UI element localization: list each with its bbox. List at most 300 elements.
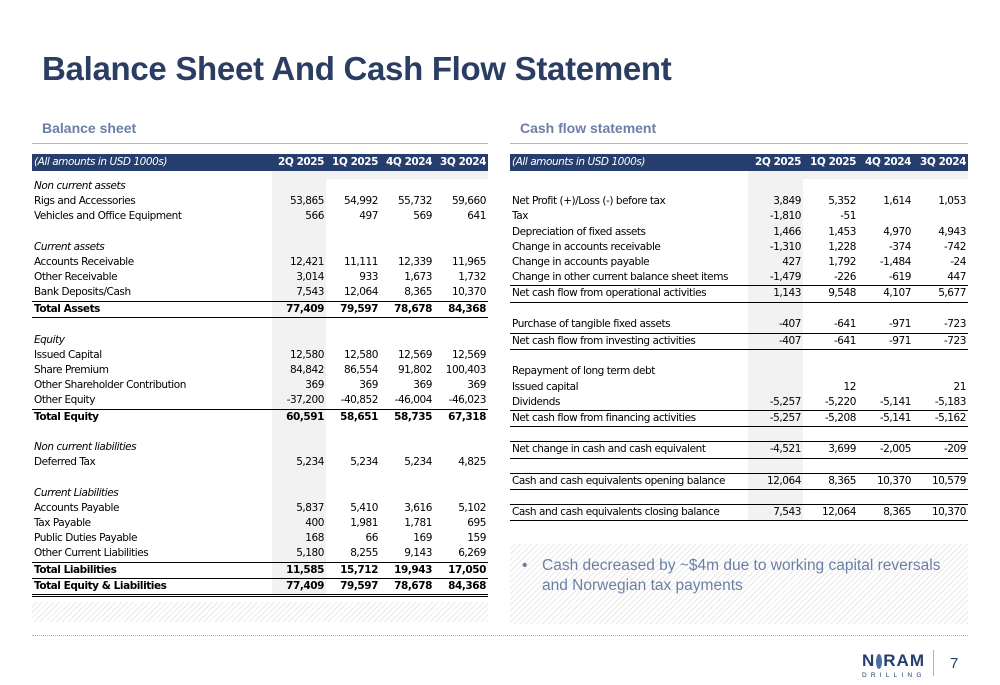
table-header-col: 2Q 2025 [748,154,803,171]
spacer-cell [326,171,380,179]
table-row [510,255,968,270]
value-cell: -5,183 [934,395,966,408]
value-cell: 79,597 [326,301,380,317]
value-cell: -971 [888,318,911,331]
row-label [32,470,272,485]
value-cell: 1,143 [748,286,803,302]
value-cell [434,317,488,332]
value-cell [748,302,803,317]
value-cell [748,349,803,364]
value-cell: 1,053 [938,195,966,208]
logo-letters: RAM [883,651,925,670]
table-row [32,578,488,595]
row-label: Other Equity [34,394,95,407]
value-cell: 78,678 [380,578,434,595]
page-title: Balance Sheet And Cash Flow Statement [42,50,672,87]
value-cell: 12,064 [343,286,378,299]
value-cell [380,333,434,348]
row-label: Accounts Receivable [34,256,134,268]
table-row [510,458,968,473]
value-cell: 84,368 [434,578,488,595]
value-cell [434,225,488,240]
row-label: Dividends [512,395,560,408]
value-cell: 3,849 [748,194,803,209]
value-cell: 67,318 [434,409,488,425]
value-cell [272,317,326,332]
row-label: Public Duties Payable [34,532,137,545]
table-header-label: (All amounts in USD 1000s) [32,154,272,171]
value-cell [434,470,488,485]
row-label [510,458,748,473]
table-header-label: (All amounts in USD 1000s) [510,154,748,171]
value-cell: -1,479 [748,270,803,286]
value-cell: 11,965 [451,256,486,268]
table-row [510,286,968,302]
value-cell: 168 [272,531,326,546]
cash-flow-title: Cash flow statement [520,120,657,136]
value-cell [858,427,913,442]
value-cell [380,179,434,194]
value-cell: 10,370 [858,473,913,489]
table-row [510,171,968,179]
value-cell: -51 [840,210,856,223]
row-label: Tax [512,210,528,223]
value-cell: 78,678 [380,301,434,317]
value-cell: 695 [467,516,486,529]
row-label [510,489,748,504]
value-cell: -5,257 [748,395,803,411]
value-cell [858,364,913,379]
table-row [32,179,488,194]
value-cell [858,489,913,504]
commentary-bullet [522,556,962,596]
value-cell: 1,228 [828,240,856,253]
value-cell: 8,365 [858,505,913,521]
value-cell: 1,466 [748,225,803,240]
value-cell: 12,064 [748,473,803,489]
value-cell: -742 [943,240,966,253]
value-cell [803,179,858,194]
value-cell [380,440,434,455]
value-cell: 1,614 [883,195,911,208]
table-row [510,411,968,427]
row-label: Other Current Liabilities [34,547,149,560]
table-header-col: 2Q 2025 [272,154,326,171]
value-cell: 7,543 [748,505,803,521]
value-cell: 12,569 [397,348,432,361]
table-row [510,427,968,442]
value-cell: 5,837 [272,501,326,516]
value-cell: 17,050 [434,562,488,578]
spacer-cell [434,171,488,179]
table-row [510,270,968,286]
table-header-col: 1Q 2025 [803,154,858,171]
value-cell: 5,410 [350,501,378,514]
value-cell: 10,370 [913,505,968,521]
value-cell: -46,004 [394,394,432,407]
value-cell: -407 [748,333,803,349]
value-cell: 1,792 [828,256,856,268]
row-label [510,179,748,194]
row-label: Change in accounts receivable [512,240,661,253]
value-cell [858,380,913,395]
value-cell: -5,220 [824,395,856,408]
value-cell: -2,005 [858,442,913,458]
table-row [510,489,968,504]
value-cell: 1,981 [350,516,378,529]
value-cell [380,317,434,332]
table-row [32,425,488,440]
value-cell: -4,521 [748,442,803,458]
value-cell: -5,208 [803,411,858,427]
value-cell: -5,162 [913,411,968,427]
value-cell: 11,111 [343,256,378,268]
value-cell [326,333,380,348]
table-row [32,486,488,501]
table-header-row [510,154,968,171]
value-cell [858,209,913,224]
value-cell: 4,970 [883,225,911,238]
value-cell: -641 [803,333,858,349]
value-cell: 9,548 [803,286,858,302]
value-cell: -5,141 [858,411,913,427]
value-cell: 569 [413,210,432,223]
value-cell [380,470,434,485]
noram-drilling-logo [862,651,924,679]
value-cell [858,302,913,317]
row-label [510,427,748,442]
value-cell: -723 [913,333,968,349]
value-cell [913,458,968,473]
value-cell: -5,257 [748,411,803,427]
value-cell [434,333,488,348]
value-cell: 3,014 [272,270,326,285]
page-number: 7 [950,655,959,672]
cash-flow-rule [510,143,968,144]
value-cell [434,440,488,455]
value-cell: -1,484 [879,256,911,268]
value-cell: -619 [888,271,911,284]
row-label: Depreciation of fixed assets [512,225,646,238]
value-cell: 447 [947,271,966,284]
row-label: Change in accounts payable [512,256,650,268]
value-cell: 77,409 [272,578,326,595]
value-cell [434,486,488,501]
value-cell: 60,591 [272,409,326,425]
bullet-dot: • [522,557,528,574]
value-cell: 54,992 [343,195,378,208]
value-cell: 1,673 [404,271,432,284]
value-cell [913,489,968,504]
row-label: Vehicles and Office Equipment [34,210,182,223]
value-cell [272,486,326,501]
table-header-row [32,154,488,171]
value-cell [272,225,326,240]
row-label: Net cash flow from operational activities [510,286,748,302]
value-cell: 7,543 [272,285,326,301]
table-header-col: 3Q 2024 [913,154,968,171]
value-cell [748,489,803,504]
balance-sheet-title: Balance sheet [42,120,137,136]
value-cell: 12,580 [272,348,326,363]
value-cell: -723 [943,318,966,331]
row-label: Net cash flow from financing activities [510,411,748,427]
value-cell [326,225,380,240]
row-label [510,302,748,317]
row-label: Issued Capital [34,348,102,361]
value-cell: 369 [413,379,432,392]
row-label: Equity [34,333,65,346]
table-row [32,562,488,578]
table-row [510,240,968,255]
value-cell [748,364,803,379]
value-cell: 369 [359,379,378,392]
row-label: Net Profit (+)/Loss (-) before tax [512,195,666,208]
row-label: Total Assets [32,301,272,317]
row-label: Tax Payable [34,516,91,529]
value-cell: 8,365 [803,473,858,489]
logo-letter: N [862,651,876,670]
value-cell: 12,339 [397,256,432,268]
value-cell: 3,616 [404,501,432,514]
table-row [32,531,488,546]
spacer-cell [272,171,326,179]
value-cell: 59,660 [451,195,486,208]
value-cell [272,470,326,485]
table-row [32,225,488,240]
table-row [32,440,488,455]
value-cell: 53,865 [272,194,326,209]
table-row [32,171,488,179]
table-row [510,317,968,333]
row-label [510,349,748,364]
row-label: Change in other current balance sheet items [512,271,728,284]
value-cell [326,470,380,485]
balance-sheet-hatch [32,602,488,622]
value-cell: 6,269 [458,547,486,560]
spacer-cell [913,171,968,179]
value-cell [272,440,326,455]
balance-sheet-rule [32,143,488,144]
value-cell [913,302,968,317]
row-label: Share Premium [34,363,109,376]
value-cell: 1,732 [458,271,486,284]
table-row [510,505,968,521]
value-cell [272,425,326,440]
table-row [510,442,968,458]
table-row [32,393,488,409]
table-row [510,395,968,411]
table-row [32,516,488,531]
value-cell: 5,234 [404,456,432,469]
value-cell: 11,585 [272,562,326,578]
bullet-text: Cash decreased by ~$4m due to working capital reversals and Norwegian tax payments [542,557,941,594]
value-cell: 5,180 [272,546,326,562]
value-cell: 4,825 [458,456,486,469]
value-cell: 3,699 [803,442,858,458]
table-row [510,364,968,379]
row-label: Cash and cash equivalents opening balance [510,473,748,489]
table-row [32,194,488,209]
spacer-cell [748,171,803,179]
value-cell: 159 [467,532,486,545]
table-row [510,302,968,317]
value-cell: 12,569 [451,348,486,361]
value-cell [913,427,968,442]
table-row [510,194,968,209]
row-label: Net change in cash and cash equivalent [510,442,748,458]
value-cell [803,349,858,364]
value-cell [858,179,913,194]
table-row [32,455,488,470]
table-row [32,317,488,332]
spacer-cell [858,171,913,179]
value-cell [913,179,968,194]
value-cell: 4,943 [938,225,966,238]
value-cell: 19,943 [380,562,434,578]
table-row [32,470,488,485]
value-cell: 21 [953,380,966,393]
value-cell [380,240,434,255]
value-cell [748,380,803,395]
table-row [510,179,968,194]
value-cell: 8,255 [350,547,378,560]
value-cell: -374 [888,240,911,253]
value-cell [380,225,434,240]
table-row [510,473,968,489]
logo-subtitle: DRILLING [862,672,926,679]
value-cell [803,302,858,317]
value-cell: 58,735 [380,409,434,425]
table-row [32,378,488,393]
footer-rule [32,635,968,636]
table-row [32,333,488,348]
row-label: Non current liabilities [34,440,137,453]
value-cell: 566 [272,209,326,224]
value-cell: 427 [748,255,803,270]
value-cell: 5,677 [913,286,968,302]
value-cell [326,486,380,501]
value-cell: 933 [359,271,378,284]
row-label: Non current assets [34,180,126,192]
value-cell [326,179,380,194]
value-cell: 641 [467,210,486,223]
value-cell: -407 [748,317,803,333]
value-cell: 55,732 [397,195,432,208]
value-cell [434,425,488,440]
table-row [32,285,488,301]
row-label: Other Receivable [34,271,118,284]
value-cell [434,179,488,194]
value-cell: 369 [467,379,486,392]
value-cell [803,458,858,473]
value-cell: 12 [843,380,856,393]
table-header-col: 4Q 2024 [380,154,434,171]
value-cell: 10,579 [913,473,968,489]
value-cell [380,486,434,501]
row-label: Total Equity & Liabilities [32,578,272,595]
table-row [32,501,488,516]
value-cell [858,458,913,473]
value-cell: 9,143 [404,547,432,560]
value-cell: 1,781 [404,516,432,529]
value-cell: -641 [833,318,856,331]
row-label [32,317,272,332]
value-cell [326,240,380,255]
value-cell [326,425,380,440]
value-cell [803,489,858,504]
value-cell: 5,234 [272,455,326,470]
table-row [510,225,968,240]
row-label: Total Liabilities [32,562,272,578]
value-cell [748,179,803,194]
row-label: Repayment of long term debt [512,365,655,378]
value-cell [380,425,434,440]
value-cell: -209 [913,442,968,458]
value-cell: 5,234 [350,456,378,469]
row-label: Current assets [34,240,105,253]
value-cell: 100,403 [445,363,486,376]
value-cell [913,209,968,224]
cash-flow-table [510,154,968,521]
page-number-separator [933,650,934,676]
logo-ring-icon [876,654,882,669]
value-cell [272,333,326,348]
row-label: Other Shareholder Contribution [34,379,186,392]
value-cell: 169 [413,532,432,545]
value-cell: -40,852 [340,394,378,407]
table-row [32,363,488,378]
value-cell [858,349,913,364]
table-row [32,409,488,425]
table-row [32,348,488,363]
table-row [32,301,488,317]
value-cell: 91,802 [397,363,432,376]
value-cell [913,349,968,364]
table-row [32,255,488,270]
table-row [32,546,488,562]
value-cell: 79,597 [326,578,380,595]
value-cell: 77,409 [272,301,326,317]
table-row [510,349,968,364]
value-cell: -46,023 [448,394,486,407]
value-cell: -5,141 [879,395,911,408]
value-cell [326,440,380,455]
value-cell: 4,107 [858,286,913,302]
row-label: Issued capital [512,380,579,393]
value-cell [803,364,858,379]
spacer-cell [803,171,858,179]
value-cell [434,240,488,255]
value-cell [748,458,803,473]
row-label: Total Equity [32,409,272,425]
row-label: Cash and cash equivalents closing balance [510,505,748,521]
table-row [510,380,968,395]
value-cell: 12,064 [803,505,858,521]
value-cell: 369 [272,378,326,393]
value-cell [272,179,326,194]
value-cell [326,317,380,332]
balance-sheet-table [32,154,488,597]
value-cell: 58,651 [326,409,380,425]
value-cell: 10,370 [451,286,486,299]
value-cell: 5,352 [828,195,856,208]
row-label: Bank Deposits/Cash [34,286,131,299]
row-label: Rigs and Accessories [34,195,136,208]
value-cell [803,427,858,442]
row-label [32,425,272,440]
value-cell: 12,421 [272,255,326,270]
